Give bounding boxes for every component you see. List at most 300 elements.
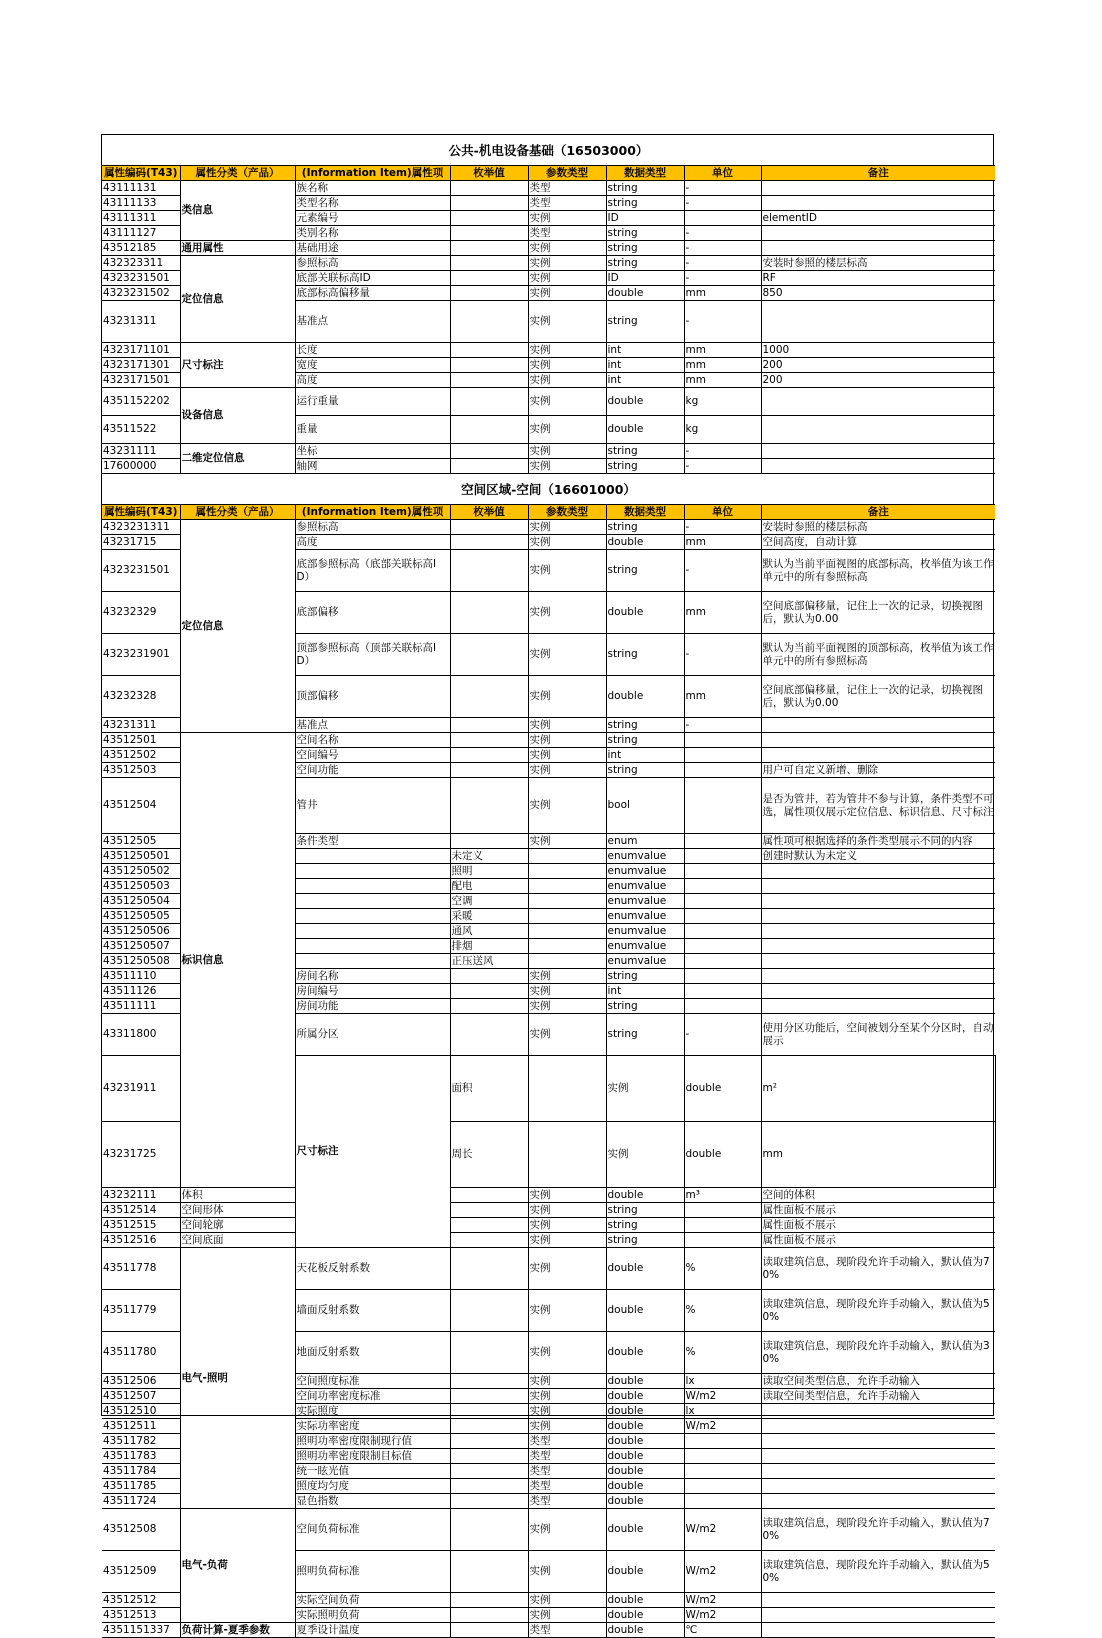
data-type-cell: double	[606, 1479, 684, 1494]
attribute-code-cell: 4351250502	[102, 864, 180, 879]
data-type-cell: double	[606, 1608, 684, 1623]
attribute-code-cell: 43512503	[102, 763, 180, 778]
enum-value-cell	[450, 1389, 528, 1404]
param-type-cell: 实例	[528, 1290, 606, 1332]
data-type-cell: enumvalue	[606, 879, 684, 894]
attribute-code-cell: 43311800	[102, 1014, 180, 1056]
attribute-code-cell: 43512515	[102, 1218, 180, 1233]
unit-cell: kg	[684, 416, 761, 444]
data-type-cell: enumvalue	[606, 894, 684, 909]
attribute-item-cell: 面积	[450, 1056, 528, 1122]
enum-value-cell	[450, 999, 528, 1014]
table-row	[102, 520, 995, 535]
attribute-code-cell: 43231311	[102, 301, 180, 343]
data-type-cell: enumvalue	[606, 939, 684, 954]
enum-value-cell	[450, 984, 528, 999]
table-row	[102, 1248, 995, 1290]
data-type-cell: double	[606, 1389, 684, 1404]
attribute-item-cell: 空间负荷标准	[295, 1509, 450, 1551]
unit-cell: mm	[684, 373, 761, 388]
column-header-row	[102, 166, 995, 181]
param-type-cell: 实例	[528, 634, 606, 676]
note-cell	[761, 1623, 995, 1638]
data-type-cell: double	[606, 1551, 684, 1593]
data-type-cell: double	[684, 1056, 761, 1122]
attribute-code-cell: 43111127	[102, 226, 180, 241]
param-type-cell: 实例	[528, 1593, 606, 1608]
unit-cell: -	[684, 226, 761, 241]
data-type-cell: double	[606, 1332, 684, 1374]
unit-cell	[684, 1479, 761, 1494]
note-cell	[761, 444, 995, 459]
data-type-cell: string	[606, 634, 684, 676]
note-cell	[761, 1494, 995, 1509]
attribute-item-cell: 空间编号	[295, 748, 450, 763]
data-type-cell: double	[606, 1494, 684, 1509]
column-header-row	[102, 505, 995, 520]
column-header: 枚举值	[450, 505, 528, 520]
note-cell	[761, 416, 995, 444]
enum-value-cell: 配电	[450, 879, 528, 894]
note-cell: 空间底部偏移量，记住上一次的记录，切换视图后，默认为0.00	[761, 676, 995, 718]
attribute-code-cell: 4323231901	[102, 634, 180, 676]
attribute-item-cell	[295, 849, 450, 864]
enum-value-cell: 排烟	[450, 939, 528, 954]
param-type-cell: 实例	[528, 520, 606, 535]
unit-cell: mm	[684, 286, 761, 301]
note-cell	[761, 924, 995, 939]
param-type-cell: 实例	[528, 834, 606, 849]
note-cell	[761, 909, 995, 924]
note-cell	[761, 1608, 995, 1623]
attribute-code-cell: 4323171501	[102, 373, 180, 388]
attribute-code-cell: 17600000	[102, 459, 180, 474]
param-type-cell: 实例	[528, 1608, 606, 1623]
attribute-item-cell: 实际功率密度	[295, 1419, 450, 1434]
attribute-item-cell: 空间照度标准	[295, 1374, 450, 1389]
param-type-cell	[528, 849, 606, 864]
data-type-cell: string	[606, 999, 684, 1014]
note-cell	[761, 939, 995, 954]
attribute-item-cell: 夏季设计温度	[295, 1623, 450, 1638]
attribute-item-cell: 底部标高偏移量	[295, 286, 450, 301]
attribute-item-cell: 空间功率密度标准	[295, 1389, 450, 1404]
attribute-item-cell: 坐标	[295, 444, 450, 459]
attribute-code-cell: 43512505	[102, 834, 180, 849]
table-row	[102, 1233, 995, 1248]
unit-cell	[684, 849, 761, 864]
note-cell: 创建时默认为未定义	[761, 849, 995, 864]
data-type-cell: enumvalue	[606, 849, 684, 864]
unit-cell	[684, 763, 761, 778]
note-cell: 安装时参照的楼层标高	[761, 256, 995, 271]
unit-cell: -	[684, 256, 761, 271]
attribute-item-cell: 空间功能	[295, 763, 450, 778]
attribute-item-cell	[295, 879, 450, 894]
note-cell	[761, 864, 995, 879]
data-type-cell: string	[606, 1203, 684, 1218]
column-header: 参数类型	[528, 166, 606, 181]
param-type-cell: 实例	[528, 301, 606, 343]
attribute-item-cell: 空间名称	[295, 733, 450, 748]
attribute-code-cell: 43512516	[102, 1233, 180, 1248]
attribute-item-cell: 管井	[295, 778, 450, 834]
note-cell	[761, 301, 995, 343]
enum-value-cell	[450, 196, 528, 211]
note-cell: 默认为当前平面视图的顶部标高，枚举值为该工作单元中的所有参照标高	[761, 634, 995, 676]
data-type-cell: enum	[606, 834, 684, 849]
unit-cell: mm	[684, 343, 761, 358]
unit-cell: -	[684, 634, 761, 676]
note-cell	[761, 894, 995, 909]
param-type-cell	[528, 879, 606, 894]
attribute-item-cell: 房间名称	[295, 969, 450, 984]
param-type-cell: 实例	[528, 1389, 606, 1404]
param-type-cell: 实例	[528, 271, 606, 286]
data-type-cell: double	[606, 286, 684, 301]
unit-cell	[684, 939, 761, 954]
attribute-code-cell: 4351250506	[102, 924, 180, 939]
table-row	[102, 1203, 995, 1218]
attribute-code-cell: 43511784	[102, 1464, 180, 1479]
attribute-item-cell: 元素编号	[295, 211, 450, 226]
data-type-cell: double	[606, 1188, 684, 1203]
data-type-cell: int	[606, 343, 684, 358]
column-header: 数据类型	[606, 166, 684, 181]
param-type-cell: 类型	[528, 1623, 606, 1638]
category-cell: 定位信息	[180, 256, 295, 343]
attribute-item-cell: 体积	[180, 1188, 295, 1203]
note-cell	[761, 241, 995, 256]
note-cell: 空间的体积	[761, 1188, 995, 1203]
note-cell	[761, 1464, 995, 1479]
param-type-cell: 类型	[528, 1434, 606, 1449]
param-type-cell: 实例	[528, 550, 606, 592]
param-type-cell: 类型	[528, 196, 606, 211]
note-cell: 200	[761, 373, 995, 388]
note-cell	[761, 459, 995, 474]
unit-cell: -	[684, 459, 761, 474]
param-type-cell: 实例	[528, 1419, 606, 1434]
unit-cell	[684, 1494, 761, 1509]
attribute-code-cell: 43512185	[102, 241, 180, 256]
column-header: 单位	[684, 505, 761, 520]
column-header: 属性编码(T43)	[102, 166, 180, 181]
attribute-code-cell: 43512514	[102, 1203, 180, 1218]
param-type-cell: 实例	[606, 1122, 684, 1188]
data-type-cell: enumvalue	[606, 954, 684, 969]
param-type-cell: 实例	[528, 444, 606, 459]
spreadsheet	[101, 134, 994, 1636]
column-header: 备注	[761, 166, 995, 181]
param-type-cell: 实例	[528, 1248, 606, 1290]
note-cell: RF	[761, 271, 995, 286]
attribute-item-cell: 顶部参照标高（顶部关联标高ID）	[295, 634, 450, 676]
data-type-cell: double	[606, 1419, 684, 1434]
enum-value-cell	[450, 459, 528, 474]
param-type-cell: 实例	[528, 1203, 606, 1218]
param-type-cell: 实例	[528, 1374, 606, 1389]
param-type-cell: 实例	[528, 1332, 606, 1374]
unit-cell: kg	[684, 388, 761, 416]
unit-cell: mm	[761, 1122, 995, 1188]
enum-value-cell	[450, 1332, 528, 1374]
attribute-code-cell: 4351250503	[102, 879, 180, 894]
unit-cell: -	[684, 1014, 761, 1056]
enum-value-cell	[450, 343, 528, 358]
attribute-item-cell: 基准点	[295, 301, 450, 343]
attribute-code-cell: 43511724	[102, 1494, 180, 1509]
enum-value-cell	[450, 358, 528, 373]
attribute-code-cell: 43511111	[102, 999, 180, 1014]
attribute-item-cell: 实际照明负荷	[295, 1608, 450, 1623]
enum-value-cell	[450, 1374, 528, 1389]
enum-value-cell	[450, 1494, 528, 1509]
data-type-cell: string	[606, 550, 684, 592]
param-type-cell: 实例	[528, 969, 606, 984]
attribute-code-cell: 43232329	[102, 592, 180, 634]
table-row	[102, 444, 995, 459]
attribute-code-cell: 4323231502	[102, 286, 180, 301]
attribute-item-cell: 周长	[450, 1122, 528, 1188]
unit-cell	[684, 1203, 761, 1218]
data-type-cell: string	[606, 733, 684, 748]
unit-cell: -	[684, 241, 761, 256]
attribute-code-cell: 43512501	[102, 733, 180, 748]
param-type-cell	[528, 894, 606, 909]
enum-value-cell	[450, 748, 528, 763]
note-cell: 默认为当前平面视图的底部标高，枚举值为该工作单元中的所有参照标高	[761, 550, 995, 592]
category-cell: 二维定位信息	[180, 444, 295, 474]
note-cell	[761, 954, 995, 969]
data-type-cell: enumvalue	[606, 909, 684, 924]
note-cell: 850	[761, 286, 995, 301]
data-type-cell: string	[606, 459, 684, 474]
data-type-cell: ID	[606, 271, 684, 286]
attribute-code-cell: 43512504	[102, 778, 180, 834]
enum-value-cell	[450, 969, 528, 984]
unit-cell: -	[684, 444, 761, 459]
data-type-cell: double	[606, 1374, 684, 1389]
attribute-code-cell: 4323171301	[102, 358, 180, 373]
attribute-item-cell: 长度	[295, 343, 450, 358]
attribute-item-cell: 重量	[295, 416, 450, 444]
enum-value-cell	[450, 535, 528, 550]
enum-value-cell	[450, 1449, 528, 1464]
attribute-item-cell: 照度均匀度	[295, 1479, 450, 1494]
note-cell: 空间底部偏移量，记住上一次的记录，切换视图后，默认为0.00	[761, 592, 995, 634]
table-row	[102, 388, 995, 416]
attribute-item-cell	[295, 924, 450, 939]
note-cell: 1000	[761, 343, 995, 358]
note-cell: 空间高度，自动计算	[761, 535, 995, 550]
column-header: 数据类型	[606, 505, 684, 520]
param-type-cell: 实例	[528, 286, 606, 301]
unit-cell	[684, 1233, 761, 1248]
section-title-row	[102, 135, 995, 166]
category-cell: 负荷计算-夏季参数	[180, 1623, 295, 1638]
category-cell: 设备信息	[180, 388, 295, 444]
data-type-cell: double	[606, 592, 684, 634]
note-cell	[761, 748, 995, 763]
unit-cell: -	[684, 550, 761, 592]
data-type-cell: int	[606, 748, 684, 763]
attribute-item-cell: 空间底面	[180, 1233, 295, 1248]
attribute-code-cell: 43511779	[102, 1290, 180, 1332]
category-cell: 电气-照明	[180, 1248, 295, 1509]
attribute-code-cell: 432323311	[102, 256, 180, 271]
enum-value-cell	[450, 1464, 528, 1479]
param-type-cell	[528, 954, 606, 969]
attribute-item-cell	[295, 954, 450, 969]
param-type-cell: 实例	[528, 343, 606, 358]
data-type-cell: string	[606, 241, 684, 256]
attribute-code-cell: 4351250505	[102, 909, 180, 924]
enum-value-cell	[450, 834, 528, 849]
enum-value-cell	[450, 301, 528, 343]
note-cell: 是否为管井，若为管井不参与计算，条件类型不可选，属性项仅展示定位信息、标识信息、尺寸标注	[761, 778, 995, 834]
attribute-code-cell: 43512502	[102, 748, 180, 763]
attribute-code-cell: 43231715	[102, 535, 180, 550]
note-cell	[761, 984, 995, 999]
enum-value-cell	[450, 1290, 528, 1332]
table-row	[102, 343, 995, 358]
param-type-cell: 实例	[528, 984, 606, 999]
enum-value-cell	[528, 1056, 606, 1122]
attribute-code-cell: 43511785	[102, 1479, 180, 1494]
param-type-cell: 实例	[528, 241, 606, 256]
enum-value-cell	[450, 226, 528, 241]
column-header: (Information Item)属性项	[295, 505, 450, 520]
enum-value-cell	[450, 1509, 528, 1551]
enum-value-cell	[450, 1218, 528, 1233]
data-type-cell: enumvalue	[606, 924, 684, 939]
param-type-cell: 实例	[528, 748, 606, 763]
note-cell	[761, 718, 995, 733]
table-row	[102, 241, 995, 256]
param-type-cell	[528, 939, 606, 954]
unit-cell: mm	[684, 592, 761, 634]
attribute-item-cell: 照明负荷标准	[295, 1551, 450, 1593]
enum-value-cell	[450, 634, 528, 676]
enum-value-cell	[450, 388, 528, 416]
attribute-code-cell: 43512512	[102, 1593, 180, 1608]
note-cell: 属性面板不展示	[761, 1218, 995, 1233]
param-type-cell: 实例	[528, 358, 606, 373]
unit-cell	[684, 778, 761, 834]
enum-value-cell	[450, 1233, 528, 1248]
enum-value-cell	[450, 718, 528, 733]
enum-value-cell	[450, 763, 528, 778]
attribute-code-cell: 43511778	[102, 1248, 180, 1290]
attribute-table	[102, 135, 995, 1638]
attribute-code-cell: 4323231501	[102, 550, 180, 592]
note-cell: 读取空间类型信息，允许手动输入	[761, 1389, 995, 1404]
data-type-cell: double	[606, 535, 684, 550]
attribute-code-cell: 43511126	[102, 984, 180, 999]
data-type-cell: string	[606, 226, 684, 241]
unit-cell	[684, 733, 761, 748]
attribute-code-cell: 43512511	[102, 1419, 180, 1434]
param-type-cell: 实例	[528, 1551, 606, 1593]
enum-value-cell	[450, 1593, 528, 1608]
param-type-cell: 类型	[528, 1449, 606, 1464]
attribute-code-cell: 43511780	[102, 1332, 180, 1374]
attribute-item-cell: 底部关联标高ID	[295, 271, 450, 286]
param-type-cell: 实例	[528, 211, 606, 226]
unit-cell: %	[684, 1290, 761, 1332]
unit-cell	[684, 1218, 761, 1233]
attribute-code-cell: 43231311	[102, 718, 180, 733]
enum-value-cell	[450, 211, 528, 226]
enum-value-cell	[450, 1404, 528, 1419]
unit-cell	[684, 211, 761, 226]
attribute-item-cell: 照明功率密度限制目标值	[295, 1449, 450, 1464]
attribute-item-cell: 空间轮廓	[180, 1218, 295, 1233]
data-type-cell: int	[606, 984, 684, 999]
attribute-item-cell: 空间形体	[180, 1203, 295, 1218]
enum-value-cell	[450, 256, 528, 271]
param-type-cell: 实例	[528, 999, 606, 1014]
unit-cell: -	[684, 181, 761, 196]
data-type-cell: int	[606, 373, 684, 388]
data-type-cell: string	[606, 1218, 684, 1233]
attribute-item-cell: 照明功率密度限制现行值	[295, 1434, 450, 1449]
table-row	[102, 1218, 995, 1233]
attribute-item-cell: 类型名称	[295, 196, 450, 211]
data-type-cell: string	[606, 181, 684, 196]
attribute-item-cell: 参照标高	[295, 520, 450, 535]
unit-cell	[684, 894, 761, 909]
data-type-cell: string	[606, 969, 684, 984]
note-cell: 读取建筑信息，现阶段允许手动输入，默认值为70%	[761, 1509, 995, 1551]
unit-cell	[684, 954, 761, 969]
unit-cell: W/m2	[684, 1419, 761, 1434]
attribute-item-cell: 运行重量	[295, 388, 450, 416]
note-cell: 属性面板不展示	[761, 1233, 995, 1248]
unit-cell: -	[684, 271, 761, 286]
data-type-cell: double	[606, 1509, 684, 1551]
section-title: 公共-机电设备基础（16503000）	[102, 135, 995, 166]
enum-value-cell	[450, 1419, 528, 1434]
data-type-cell: string	[606, 444, 684, 459]
table-row	[102, 1509, 995, 1551]
attribute-item-cell: 墙面反射系数	[295, 1290, 450, 1332]
param-type-cell: 实例	[528, 592, 606, 634]
attribute-item-cell: 基准点	[295, 718, 450, 733]
data-type-cell: double	[684, 1122, 761, 1188]
attribute-code-cell: 43512507	[102, 1389, 180, 1404]
note-cell: 用户可自定义新增、删除	[761, 763, 995, 778]
enum-value-cell	[450, 1014, 528, 1056]
param-type-cell	[528, 864, 606, 879]
note-cell	[761, 226, 995, 241]
column-header: (Information Item)属性项	[295, 166, 450, 181]
param-type-cell: 实例	[528, 1509, 606, 1551]
note-cell	[761, 969, 995, 984]
param-type-cell: 类型	[528, 181, 606, 196]
attribute-code-cell: 4351152202	[102, 388, 180, 416]
attribute-code-cell: 43512510	[102, 1404, 180, 1419]
enum-value-cell	[450, 733, 528, 748]
param-type-cell: 实例	[528, 676, 606, 718]
unit-cell	[684, 984, 761, 999]
data-type-cell: double	[606, 676, 684, 718]
category-cell: 尺寸标注	[180, 343, 295, 388]
unit-cell: -	[684, 718, 761, 733]
note-cell: elementID	[761, 211, 995, 226]
enum-value-cell	[450, 1608, 528, 1623]
